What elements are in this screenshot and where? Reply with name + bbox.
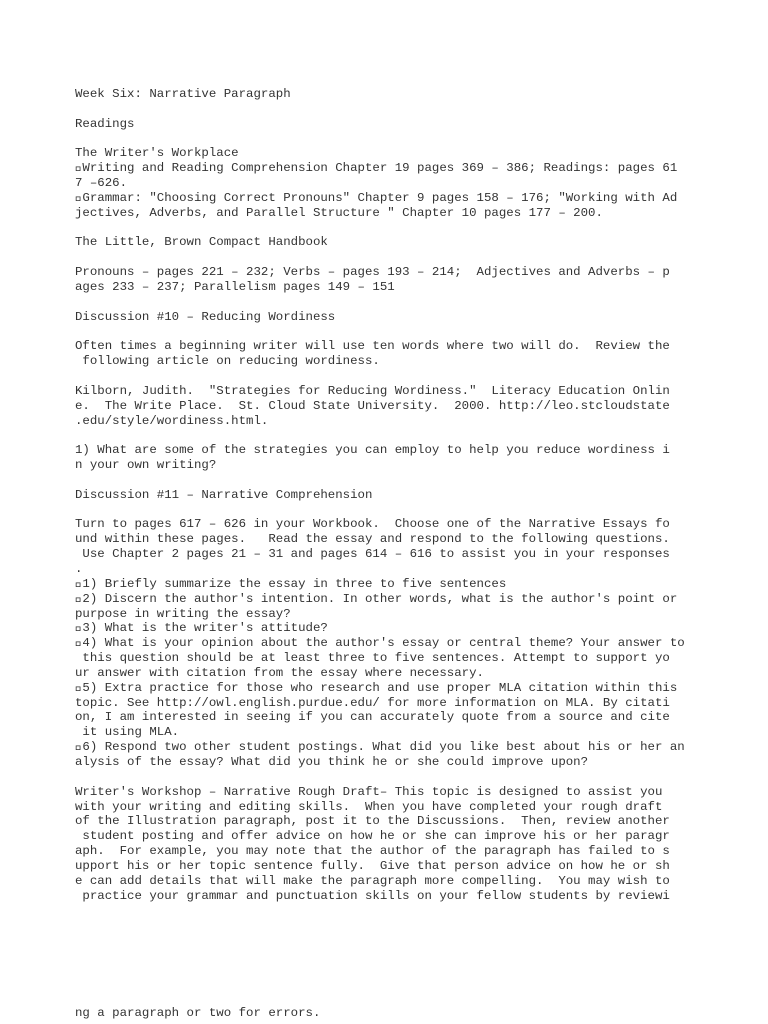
text-line: it using MLA. (75, 725, 180, 740)
text-line: Writing and Reading Comprehension Chapter 19 pages 369 – 386; Readings: pages 61 (75, 161, 678, 176)
text-line: purpose in writing the essay? (75, 606, 291, 621)
text-line: The Writer's Workplace (75, 146, 239, 161)
blank-line (75, 221, 715, 236)
text-line: practice your grammar and punctuation skills on your fellow students by reviewi (75, 888, 670, 903)
text-line: of the Illustration paragraph, post it to the Discussions. Then, review another (75, 814, 670, 829)
text-line: 1) What are some of the strategies you can employ to help you reduce wordiness i (75, 443, 670, 458)
text-line: The Little, Brown Compact Handbook (75, 235, 328, 250)
text-line: ur answer with citation from the essay where necessary. (75, 665, 484, 680)
text-line: Grammar: "Choosing Correct Pronouns" Chapter 9 pages 158 – 176; "Working with Ad (75, 190, 678, 205)
blank-line (75, 102, 715, 117)
text-line: Week Six: Narrative Paragraph (75, 87, 291, 101)
blank-line (75, 250, 715, 265)
text-line: Discussion #10 – Reducing Wordiness (75, 309, 336, 324)
text-line: topic. See http://owl.english.purdue.edu/ for more information on MLA. By citati (75, 695, 670, 710)
text-line: this question should be at least three to five sentences. Attempt to support yo (75, 651, 670, 666)
text-line: with your writing and editing skills. When you have completed your rough draft (75, 799, 663, 814)
text-line: upport his or her topic sentence fully. Give that person advice on how he or sh (75, 858, 670, 873)
text-line: 1) Briefly summarize the essay in three to five sentences (75, 576, 507, 591)
text-line: e can add details that will make the paragraph more compelling. You may wish to (75, 873, 670, 888)
text-line: 6) Respond two other student postings. What did you like best about his or her an (75, 740, 685, 755)
text-line: Discussion #11 – Narrative Comprehension (75, 487, 373, 502)
text-line: 5) Extra practice for those who research and use proper MLA citation within this (75, 680, 678, 695)
text-line: aph. For example, you may note that the author of the paragraph has failed to s (75, 844, 670, 859)
blank-line (75, 473, 715, 488)
text-line: 4) What is your opinion about the author's essay or central theme? Your answer to (75, 636, 685, 651)
text-line: 2) Discern the author's intention. In other words, what is the author's point or (75, 591, 678, 606)
text-line: Kilborn, Judith. "Strategies for Reducing Wordiness." Literacy Education Onlin (75, 383, 670, 398)
text-line: Writer's Workshop – Narrative Rough Draft– This topic is designed to assist you (75, 784, 663, 799)
text-line: Often times a beginning writer will use ten words where two will do. Review the (75, 339, 670, 354)
blank-line (75, 325, 715, 340)
blank-line (75, 369, 715, 384)
text-line: Pronouns – pages 221 – 232; Verbs – pages 193 – 214; Adjectives and Adverbs – p (75, 265, 670, 280)
text-line: e. The Write Place. St. Cloud State University. 2000. http://leo.stcloudstate (75, 398, 670, 413)
text-line: n your own writing? (75, 458, 217, 473)
text-line: .edu/style/wordiness.html. (75, 413, 269, 428)
blank-line (75, 503, 715, 518)
text-line: following article on reducing wordiness. (75, 354, 380, 369)
text-line: Readings (75, 116, 135, 131)
blank-line (75, 132, 715, 147)
text-line: alysis of the essay? What did you think he or she could improve upon? (75, 754, 589, 769)
text-line: jectives, Adverbs, and Parallel Structure " Chapter 10 pages 177 – 200. (75, 205, 603, 220)
text-line: und within these pages. Read the essay and respond to the following questions. (75, 532, 670, 547)
text-line: . (75, 562, 83, 576)
blank-line (75, 770, 715, 785)
document-body (75, 87, 715, 903)
document-footer-line: ng a paragraph or two for errors. (75, 1006, 321, 1020)
text-line: 7 –626. (75, 176, 128, 191)
text-line: student posting and offer advice on how he or she can improve his or her paragr (75, 829, 670, 844)
text-line: on, I am interested in seeing if you can accurately quote from a source and cite (75, 710, 670, 725)
text-line: Use Chapter 2 pages 21 – 31 and pages 614 – 616 to assist you in your responses (75, 547, 670, 562)
blank-line (75, 428, 715, 443)
text-line: Turn to pages 617 – 626 in your Workbook. Choose one of the Narrative Essays fo (75, 517, 670, 532)
text-line: ages 233 – 237; Parallelism pages 149 – 151 (75, 279, 395, 294)
text-line: 3) What is the writer's attitude? (75, 621, 328, 636)
blank-line (75, 295, 715, 310)
